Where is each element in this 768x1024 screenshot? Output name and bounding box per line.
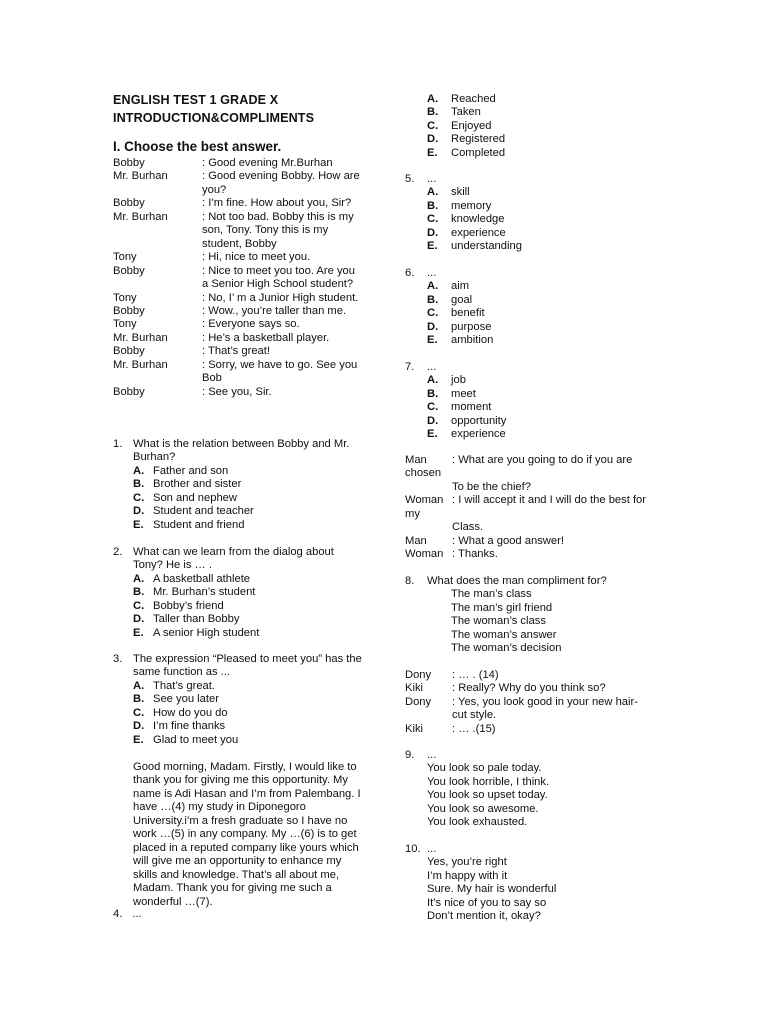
- utterance: : Hi, nice to meet you.: [202, 251, 311, 264]
- option-letter: C.: [427, 119, 439, 132]
- option-letter: E.: [427, 334, 438, 347]
- answer-options: [427, 186, 660, 253]
- dialog-line: [405, 535, 660, 548]
- utterance: : See you, Sir.: [202, 385, 272, 398]
- question-text: ...: [427, 843, 437, 855]
- speaker: Mr. Burhan: [113, 358, 168, 371]
- answer-option[interactable]: [133, 613, 363, 626]
- answer-options: [427, 762, 660, 829]
- utterance: : I’m fine. How about you, Sir?: [202, 197, 352, 210]
- question-6: [405, 267, 660, 348]
- speaker: Bobby: [113, 385, 145, 398]
- utterance: : Sorry, we have to go. See you Bob: [202, 358, 358, 385]
- dialog-introduction: [113, 157, 363, 399]
- utterance-continued: chosen: [405, 467, 442, 480]
- option-text: Student and teacher: [153, 505, 254, 518]
- utterance-continued: To be the chief?: [452, 480, 531, 493]
- option-letter: A.: [133, 464, 145, 477]
- option-letter: D.: [427, 414, 439, 427]
- answer-options: [427, 374, 660, 441]
- dialog-line: [405, 454, 660, 467]
- speaker: Bobby: [113, 197, 145, 210]
- answer-option[interactable]: The woman’s decision: [451, 642, 562, 655]
- question-4-options: [405, 93, 660, 160]
- dialog-line: [405, 723, 660, 736]
- option-letter: B.: [133, 693, 145, 706]
- option-letter: A.: [427, 186, 439, 199]
- dialog-line: [113, 265, 363, 292]
- option-letter: B.: [427, 199, 439, 212]
- option-letter: E.: [427, 146, 438, 159]
- option-text: Glad to meet you: [153, 733, 239, 746]
- option-letter: B.: [427, 387, 439, 400]
- dialog-line: [405, 494, 660, 507]
- answer-option[interactable]: [133, 627, 363, 640]
- utterance: : Everyone says so.: [202, 318, 300, 331]
- utterance: : What a good answer!: [452, 534, 564, 547]
- question-text: What does the man compliment for?: [427, 575, 607, 587]
- answer-option[interactable]: The woman’s answer: [451, 628, 557, 641]
- speaker: Kiki: [405, 722, 424, 735]
- speaker: Tony: [113, 251, 137, 264]
- speaker: Kiki: [405, 682, 424, 695]
- test-subtitle: INTRODUCTION&COMPLIMENTS: [113, 111, 315, 125]
- option-text: See you later: [153, 693, 219, 706]
- utterance: : … .(15): [452, 722, 496, 735]
- option-text: How do you do: [153, 706, 228, 719]
- speaker: Bobby: [113, 304, 145, 317]
- answer-option[interactable]: [133, 734, 363, 747]
- answer-options: [451, 588, 660, 655]
- dialog-line: [113, 197, 363, 210]
- answer-option[interactable]: [427, 374, 660, 387]
- option-letter: B.: [427, 293, 439, 306]
- option-text: knowledge: [451, 213, 505, 226]
- utterance: : Good evening Mr.Burhan: [202, 157, 333, 169]
- dialog-line: [113, 157, 363, 170]
- utterance: : That’s great!: [202, 345, 270, 358]
- speaker: Woman: [405, 548, 444, 561]
- answer-option[interactable]: [427, 334, 660, 347]
- answer-option[interactable]: [427, 147, 660, 160]
- option-letter: B.: [133, 586, 145, 599]
- option-text: Completed: [451, 146, 506, 159]
- option-text: Brother and sister: [153, 478, 242, 491]
- answer-option[interactable]: [427, 280, 660, 293]
- speaker: Bobby: [113, 264, 145, 277]
- option-letter: C.: [427, 307, 439, 320]
- question-1: [113, 438, 363, 532]
- answer-option[interactable]: [427, 388, 660, 401]
- question-number: 4.: [113, 908, 123, 920]
- answer-option[interactable]: [133, 586, 363, 599]
- answer-option[interactable]: You look so awesome.: [427, 802, 539, 815]
- question-number: 10.: [405, 843, 421, 855]
- option-text: Mr. Burhan’s student: [153, 586, 256, 599]
- answer-options: [427, 280, 660, 347]
- option-letter: A.: [133, 679, 145, 692]
- option-text: moment: [451, 401, 492, 414]
- option-letter: E.: [427, 240, 438, 253]
- answer-option[interactable]: [427, 415, 660, 428]
- answer-option[interactable]: You look so upset today.: [427, 789, 548, 802]
- question-7: [405, 361, 660, 442]
- question-number: 2.: [113, 546, 123, 558]
- dialog-line: [113, 305, 363, 318]
- reading-passage: Good morning, Madam. Firstly, I would like to thank you for giving me this opportunity. My name is Adi Hasan and I’m from Palembang. I have …(4) my study in Diponegoro University.i’m a fresh graduate so I have no work …(5) in any company. My …(6) is to get placed in a reputed company like yours which will give me an opportunity to enhance my skills and knowledge. That’s all about me, Madam. Thank you for giving me such a wonderful …(7).: [133, 761, 361, 908]
- option-text: A senior High student: [153, 626, 260, 639]
- utterance: : He’s a basketball player.: [202, 331, 330, 344]
- option-letter: B.: [133, 478, 145, 491]
- answer-option[interactable]: [133, 707, 363, 720]
- option-text: That’s great.: [153, 679, 215, 692]
- speaker: Dony: [405, 695, 432, 708]
- speaker: Mr. Burhan: [113, 331, 168, 344]
- dialog-line: [113, 170, 363, 197]
- option-letter: A.: [427, 93, 439, 105]
- option-text: opportunity: [451, 414, 507, 427]
- answer-options: [133, 680, 363, 747]
- option-text: Bobby’s friend: [153, 599, 224, 612]
- option-text: Student and friend: [153, 518, 245, 531]
- utterance: : … . (14): [452, 669, 499, 681]
- answer-option[interactable]: [427, 133, 660, 146]
- answer-option[interactable]: [427, 227, 660, 240]
- answer-option[interactable]: You look horrible, I think.: [427, 775, 550, 788]
- option-text: Reached: [451, 93, 496, 105]
- dialog-line: [113, 345, 363, 358]
- answer-option[interactable]: Sure. My hair is wonderful: [427, 883, 557, 896]
- question-3: [113, 653, 363, 747]
- question-5: [405, 173, 660, 254]
- answer-option[interactable]: I’m happy with it: [427, 869, 508, 882]
- utterance: : Yes, you look good in your new hair-cut style.: [452, 695, 638, 722]
- answer-option[interactable]: [427, 213, 660, 226]
- question-number: 6.: [405, 267, 415, 279]
- question-text: ...: [132, 908, 142, 920]
- utterance: : Thanks.: [452, 548, 498, 561]
- answer-options: [133, 465, 363, 532]
- answer-options: [427, 93, 660, 160]
- dialog-line: [405, 669, 660, 682]
- question-number: 1.: [113, 438, 123, 450]
- question-text: ...: [427, 749, 437, 761]
- answer-option[interactable]: [427, 186, 660, 199]
- utterance: : No, I’ m a Junior High student.: [202, 291, 359, 304]
- answer-option[interactable]: [133, 465, 363, 478]
- option-letter: D.: [133, 720, 145, 733]
- option-text: goal: [451, 293, 473, 306]
- option-letter: C.: [427, 401, 439, 414]
- test-title: ENGLISH TEST 1 GRADE X: [113, 93, 279, 107]
- option-text: ambition: [451, 334, 494, 347]
- question-4-stem: [113, 908, 142, 921]
- answer-option[interactable]: It’s nice of you to say so: [427, 896, 547, 909]
- speaker: Bobby: [113, 345, 145, 358]
- question-text: ...: [427, 267, 437, 279]
- dialog-line: [113, 318, 363, 331]
- option-text: meet: [451, 387, 476, 400]
- option-text: purpose: [451, 320, 492, 333]
- utterance: : Nice to meet you too. Are you a Senior High School student?: [202, 264, 355, 291]
- utterance-continued: Class.: [452, 521, 484, 534]
- question-text: What is the relation between Bobby and Mr. Burhan?: [133, 438, 350, 464]
- question-2: [113, 546, 363, 640]
- utterance-continued: my: [405, 507, 420, 520]
- option-letter: A.: [133, 572, 145, 585]
- dialog-haircut: [405, 669, 660, 736]
- option-text: Registered: [451, 133, 506, 146]
- dialog-compliment: [405, 454, 660, 562]
- answer-option[interactable]: You look exhausted.: [427, 816, 528, 829]
- answer-option[interactable]: [427, 428, 660, 441]
- question-9: [405, 749, 660, 830]
- option-letter: E.: [133, 733, 144, 746]
- option-letter: C.: [133, 706, 145, 719]
- option-text: experience: [451, 428, 506, 441]
- section-heading: I. Choose the best answer.: [113, 139, 282, 154]
- question-number: 5.: [405, 173, 415, 185]
- option-letter: B.: [427, 106, 439, 119]
- question-number: 9.: [405, 749, 415, 761]
- dialog-line: [405, 682, 660, 695]
- option-text: understanding: [451, 240, 522, 253]
- option-text: I’m fine thanks: [153, 720, 226, 733]
- answer-option[interactable]: You look so pale today.: [427, 762, 542, 775]
- answer-option[interactable]: [133, 505, 363, 518]
- answer-option[interactable]: Yes, you’re right: [427, 856, 507, 869]
- answer-option[interactable]: [427, 120, 660, 133]
- speaker: Man: [405, 454, 427, 466]
- option-text: Son and nephew: [153, 491, 237, 504]
- answer-option[interactable]: [427, 200, 660, 213]
- option-text: aim: [451, 280, 470, 293]
- question-number: 7.: [405, 361, 415, 373]
- answer-option[interactable]: [427, 401, 660, 414]
- question-10: [405, 843, 660, 924]
- option-letter: D.: [427, 133, 439, 146]
- answer-option[interactable]: [427, 294, 660, 307]
- question-number: 8.: [405, 575, 415, 587]
- option-letter: D.: [133, 505, 145, 518]
- answer-option[interactable]: [133, 680, 363, 693]
- answer-option[interactable]: [427, 321, 660, 334]
- dialog-line: [113, 292, 363, 305]
- option-letter: C.: [133, 599, 145, 612]
- speaker: Man: [405, 534, 427, 547]
- utterance: : Not too bad. Bobby this is my son, Tony. Tony this is my student, Bobby: [202, 210, 354, 250]
- option-letter: D.: [427, 226, 439, 239]
- dialog-line: [113, 359, 363, 386]
- speaker: Bobby: [113, 157, 145, 169]
- answer-option[interactable]: [427, 307, 660, 320]
- option-letter: C.: [427, 213, 439, 226]
- option-letter: E.: [427, 428, 438, 441]
- answer-option[interactable]: [133, 519, 363, 532]
- answer-option[interactable]: The man’s girl friend: [451, 601, 553, 614]
- question-text: What can we learn from the dialog about Tony? He is … .: [133, 546, 334, 572]
- dialog-line: [113, 332, 363, 345]
- dialog-line: [405, 696, 660, 723]
- utterance: : What are you going to do if you are: [452, 454, 633, 466]
- dialog-line: [113, 211, 363, 251]
- option-text: experience: [451, 226, 506, 239]
- speaker: Tony: [113, 318, 137, 331]
- option-text: memory: [451, 199, 492, 212]
- answer-option[interactable]: [133, 720, 363, 733]
- question-8: [405, 575, 660, 656]
- speaker: Mr. Burhan: [113, 170, 168, 183]
- utterance: : Good evening Bobby. How are you?: [202, 170, 360, 196]
- answer-options: [427, 856, 660, 923]
- speaker: Mr. Burhan: [113, 210, 168, 223]
- answer-option[interactable]: [427, 106, 660, 119]
- option-letter: E.: [133, 626, 144, 639]
- question-number: 3.: [113, 653, 123, 665]
- dialog-line: [113, 251, 363, 264]
- option-text: Taller than Bobby: [153, 613, 240, 626]
- answer-option[interactable]: [133, 573, 363, 586]
- question-text: ...: [427, 361, 437, 373]
- answer-option[interactable]: [133, 600, 363, 613]
- question-text: ...: [427, 173, 437, 185]
- option-letter: D.: [133, 613, 145, 626]
- utterance: : Really? Why do you think so?: [452, 682, 606, 695]
- utterance: : I will accept it and I will do the best for: [452, 494, 647, 507]
- speaker: Woman: [405, 494, 444, 507]
- option-text: skill: [451, 186, 470, 199]
- answer-option[interactable]: Don’t mention it, okay?: [427, 910, 541, 923]
- option-letter: A.: [427, 280, 439, 293]
- speaker: Dony: [405, 669, 432, 681]
- option-letter: C.: [133, 491, 145, 504]
- utterance: : Wow., you’re taller than me.: [202, 304, 347, 317]
- answer-option[interactable]: [427, 240, 660, 253]
- answer-option[interactable]: The woman’s class: [451, 615, 546, 628]
- option-text: Father and son: [153, 464, 229, 477]
- answer-option[interactable]: The man’s class: [451, 588, 532, 601]
- option-text: Enjoyed: [451, 119, 492, 132]
- option-text: job: [451, 374, 466, 387]
- answer-option[interactable]: [427, 93, 660, 106]
- answer-option[interactable]: [133, 693, 363, 706]
- option-letter: D.: [427, 320, 439, 333]
- dialog-line: [405, 548, 660, 561]
- answer-option[interactable]: [133, 492, 363, 505]
- option-letter: E.: [133, 518, 144, 531]
- answer-options: [133, 573, 363, 640]
- option-text: Taken: [451, 106, 481, 119]
- option-text: A basketball athlete: [153, 572, 251, 585]
- answer-option[interactable]: [133, 478, 363, 491]
- option-letter: A.: [427, 374, 439, 387]
- dialog-line: [113, 386, 363, 399]
- option-text: benefit: [451, 307, 485, 320]
- question-text: The expression “Pleased to meet you” has the same function as ...: [133, 653, 362, 679]
- speaker: Tony: [113, 291, 137, 304]
